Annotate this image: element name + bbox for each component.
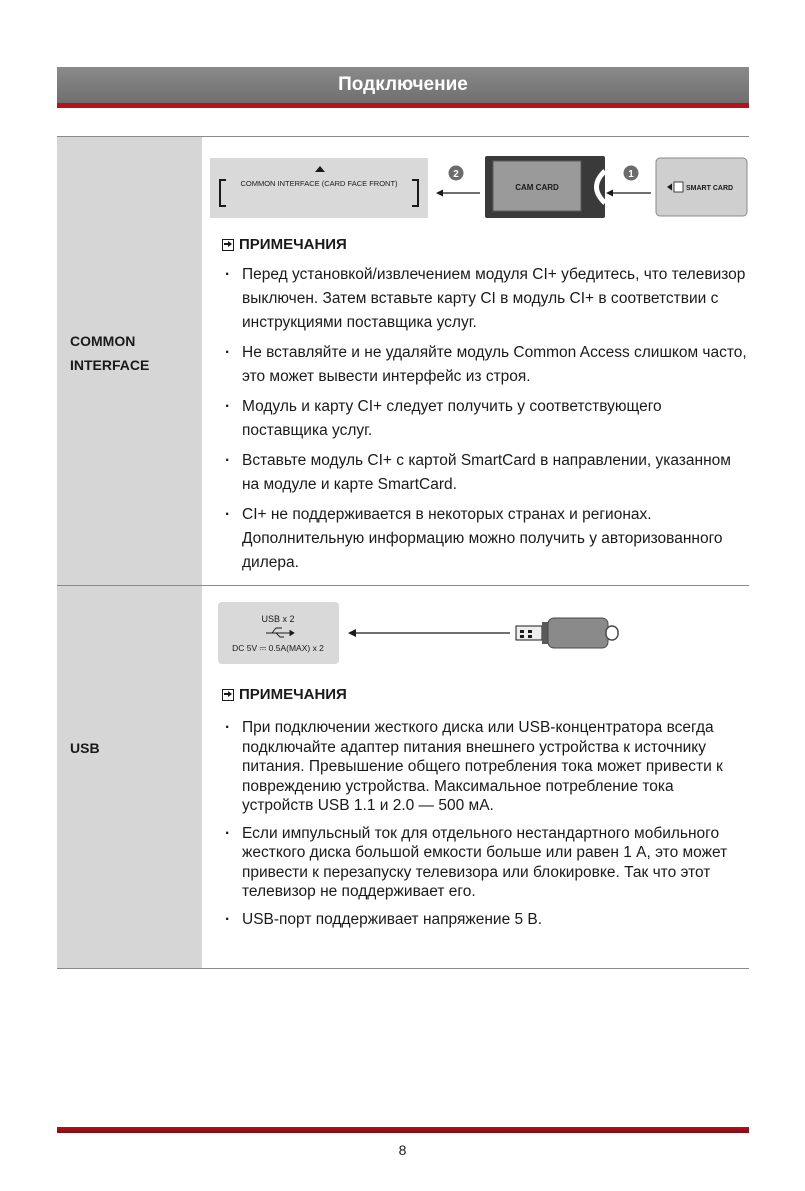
list-item: · Не вставляйте и не удаляйте модуль Common Access слишком часто, это может вывести интерфейс из строя. [222,341,747,389]
ci-slot-label: COMMON INTERFACE (CARD FACE FRONT) [240,179,398,188]
footer-bar [57,1127,749,1133]
list-item: · USB-порт поддерживает напряжение 5 В. [222,910,747,930]
page-header [57,67,749,108]
notes-title-text: ПРИМЕЧАНИЯ [239,236,347,253]
list-item: · Вставьте модуль CI+ с картой SmartCard в направлении, указанном на модуле и карте SmartCard. [222,449,747,497]
usb-port-label: USB x 2 [261,614,295,624]
list-item: · Модуль и карту CI+ следует получить у соответствующего поставщика услуг. [222,395,747,443]
usb-notes-list [222,718,747,937]
cam-card-label: CAM CARD [515,183,559,192]
ci-slot-panel [210,158,428,218]
arrow-left-icon [436,190,443,197]
label-line: INTERFACE [70,357,150,373]
page-title: Подключение [338,74,468,95]
step-2-number: 2 [453,169,459,180]
smart-card-label: SMART CARD [686,185,734,192]
list-item: · Если импульсный ток для отдельного нестандартного мобильного жесткого диска большой емкости больше или равен 1 А, это может привести к перезапуску телевизора или блокировке. Так что этот телевизор не поддерживает его. [222,824,747,902]
label-line: COMMON [70,333,136,349]
note-arrow-icon [222,689,234,701]
usb-notes-title [222,686,347,703]
notes-title-text: ПРИМЕЧАНИЯ [239,686,347,703]
usb-power-label: DC 5V ⎓ 0.5A(MAX) x 2 [232,643,324,653]
list-item: · Перед установкой/извлечением модуля CI+ убедитесь, что телевизор выключен. Затем вставьте карту CI в модуль CI+ в соответствии с инструкциями поставщика услуг. [222,263,747,335]
common-interface-label [70,329,149,377]
ci-notes-list [222,263,747,581]
step-1-number: 1 [628,169,634,180]
ci-notes-title [222,236,347,253]
usb-label-cell [57,586,202,968]
chip-icon [674,182,683,192]
page-number: 8 [398,1142,407,1158]
list-item: · CI+ не поддерживается в некоторых странах и регионах. Дополнительную информацию можно получить у авторизованного дилера. [222,503,747,575]
arrow-left-icon [606,190,613,197]
usb-content [202,586,749,968]
ci-diagram [210,153,757,223]
list-item: · При подключении жесткого диска или USB-концентратора всегда подключайте адаптер питания внешнего устройства к источнику питания. Превышение общего потребления тока может привести к повреждению устройства. Максимальное потребление тока устройств USB 1.1 и 2.0 — 500 мА. [222,718,747,816]
common-interface-content [202,137,749,586]
common-interface-row [57,136,749,586]
arrow-left-icon [348,629,356,637]
usb-label: USB [70,740,100,756]
common-interface-label-cell [57,137,202,586]
usb-stick-icon [516,618,618,648]
note-arrow-icon [222,239,234,251]
usb-row [57,585,749,969]
usb-diagram [218,600,658,670]
